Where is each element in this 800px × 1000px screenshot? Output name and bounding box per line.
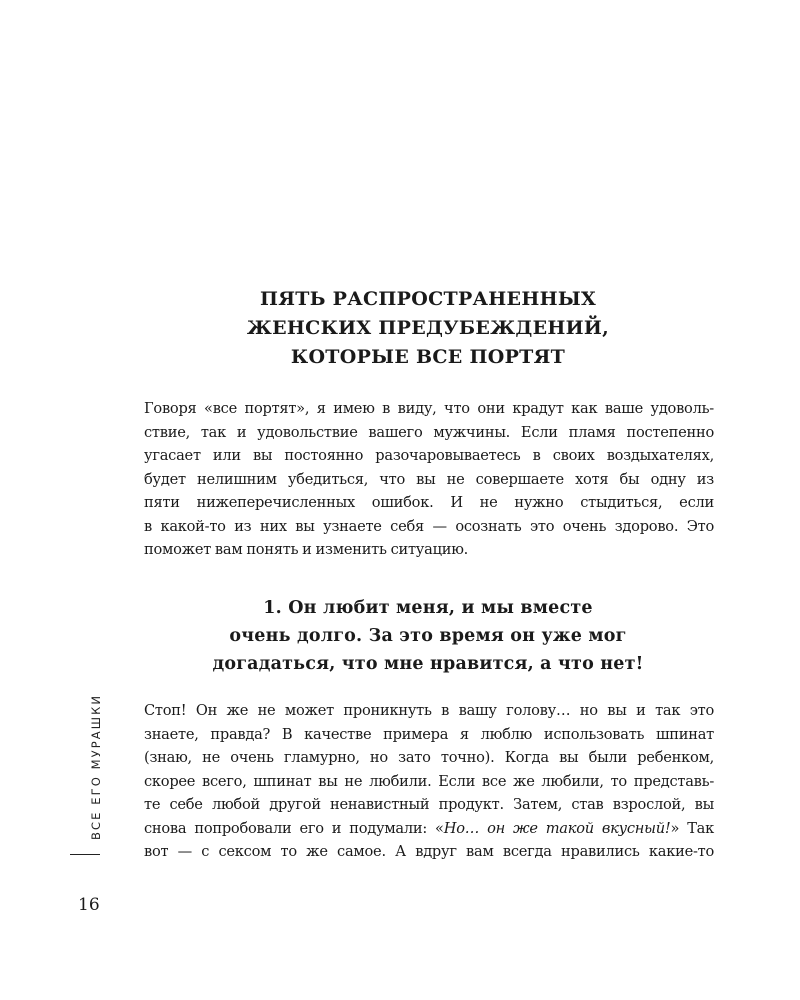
text-line: вот — с сексом то же самое. А вдруг вам всегда нравились какие-то <box>144 843 714 860</box>
heading-line: КОТОРЫЕ ВСЕ ПОРТЯТ <box>290 346 566 368</box>
intro-paragraph <box>144 397 714 562</box>
text-line: Стоп! Он же не может проникнуть в вашу голову… но вы и так это <box>144 702 714 719</box>
section-heading-line: 1. Он любит меня, и мы вместе <box>263 598 593 618</box>
heading-line: ПЯТЬ РАСПРОСТРАНЕННЫХ <box>259 288 597 310</box>
running-head-rule <box>70 854 100 855</box>
running-head <box>86 693 106 840</box>
section-heading <box>144 594 712 678</box>
italic-quote: Но… он же такой вкусный! <box>443 819 671 837</box>
text-line: угасает или вы постоянно разочаровываетесь в своих воздыхателях, <box>144 447 714 464</box>
text-line: скорее всего, шпинат вы не любили. Если все же любили, то представь- <box>144 772 714 790</box>
text-line: ствие, так и удовольствие вашего мужчины. Если пламя постепенно <box>144 423 714 441</box>
heading-line: ЖЕНСКИХ ПРЕДУБЕЖДЕНИЙ, <box>246 317 610 339</box>
text-run: » Так <box>670 819 714 837</box>
section-paragraph <box>144 699 714 864</box>
page-number: 16 <box>78 895 100 915</box>
text-line: (знаю, не очень гламурно, но зато точно). Когда вы были ребенком, <box>144 749 714 766</box>
text-line <box>144 817 714 841</box>
chapter-heading <box>144 285 712 372</box>
text-line: знаете, правда? В качестве примера я люблю использовать шпинат <box>144 725 714 743</box>
section-heading-line: догадаться, что мне нравится, а что нет! <box>212 654 644 674</box>
section-heading-line: очень долго. За это время он уже мог <box>229 626 627 646</box>
text-run: снова попробовали его и подумали: « <box>144 819 444 837</box>
text-line: пяти нижеперечисленных ошибок. И не нужно стыдиться, если <box>144 494 714 511</box>
text-line: будет нелишним убедиться, что вы не совершаете хотя бы одну из <box>144 470 714 488</box>
running-head-text: ВСЕ ЕГО МУРАШКИ <box>89 693 103 840</box>
text-line: в какой-то из них вы узнаете себя — осознать это очень здорово. Это <box>144 517 714 535</box>
text-line: те себе любой другой ненавистный продукт. Затем, став взрослой, вы <box>144 796 714 813</box>
text-line: поможет вам понять и изменить ситуацию. <box>144 541 469 558</box>
text-line: Говоря «все портят», я имею в виду, что они крадут как ваше удоволь- <box>144 400 714 417</box>
